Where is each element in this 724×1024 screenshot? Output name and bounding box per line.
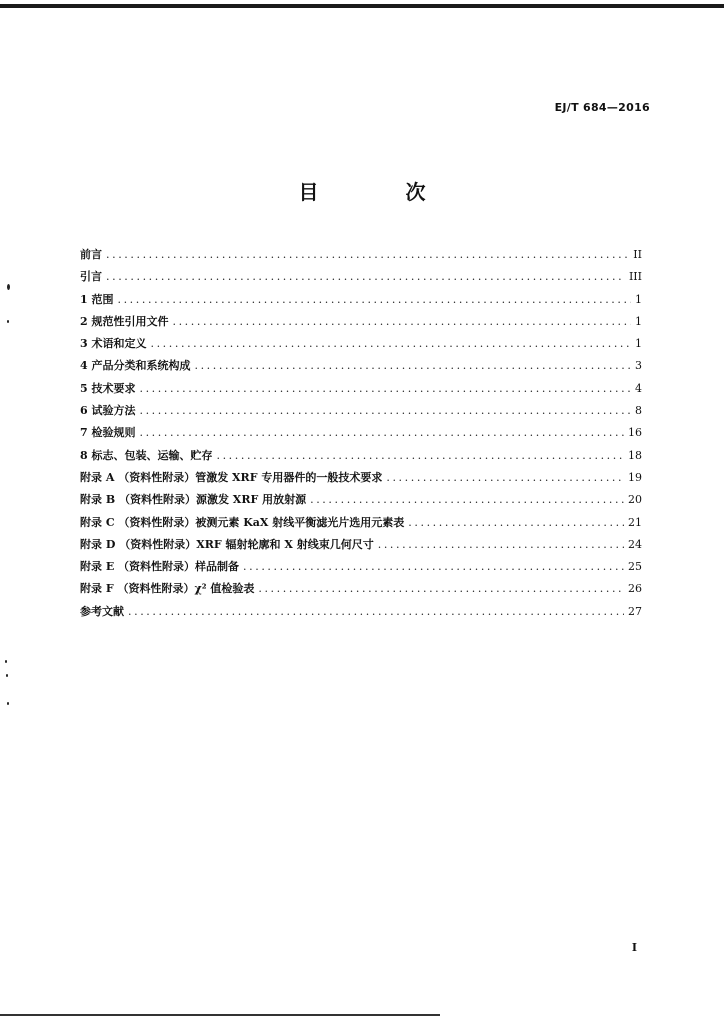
- toc-entry-page: 27: [628, 604, 642, 618]
- dot-leader: [172, 311, 631, 333]
- toc-entry-label: 附录 F （资料性附录）χ² 值检验表: [80, 582, 255, 596]
- toc-entry-page: 3: [635, 359, 642, 373]
- table-of-contents: [80, 244, 642, 623]
- toc-entry-page: 25: [628, 560, 642, 574]
- dot-leader: [310, 489, 624, 511]
- dot-leader: [386, 467, 624, 489]
- dot-leader: [139, 400, 631, 422]
- toc-entry-page: 4: [635, 381, 642, 395]
- toc-entry[interactable]: [80, 578, 642, 600]
- toc-entry-label: 附录 D （资料性附录）XRF 辐射轮廓和 X 射线束几何尺寸: [80, 537, 374, 551]
- toc-entry[interactable]: [80, 244, 642, 266]
- dot-leader: [139, 422, 624, 444]
- toc-entry[interactable]: [80, 556, 642, 578]
- toc-entry[interactable]: [80, 289, 642, 311]
- toc-entry-page: 20: [628, 493, 642, 507]
- toc-entry[interactable]: [80, 266, 642, 288]
- toc-entry-page: 8: [635, 404, 642, 418]
- toc-entry-label: 4 产品分类和系统构成: [80, 359, 191, 373]
- toc-entry-label: 7 检验规则: [80, 426, 136, 440]
- toc-entry-page: 19: [628, 470, 642, 484]
- toc-entry-label: 2 规范性引用文件: [80, 314, 169, 328]
- dot-leader: [243, 556, 624, 578]
- scan-speck: [5, 660, 7, 663]
- document-code: EJ/T 684—2016: [554, 101, 650, 114]
- dot-leader: [216, 445, 624, 467]
- dot-leader: [106, 244, 629, 266]
- toc-entry[interactable]: [80, 512, 642, 534]
- toc-entry-page: 26: [628, 582, 642, 596]
- scan-speck: [6, 674, 8, 677]
- dot-leader: [106, 266, 625, 288]
- toc-entry-label: 8 标志、包装、运输、贮存: [80, 448, 213, 462]
- bottom-rule: [0, 1014, 440, 1016]
- toc-entry-label: 5 技术要求: [80, 381, 136, 395]
- toc-entry-label: 6 试验方法: [80, 404, 136, 418]
- toc-entry-label: 参考文献: [80, 604, 124, 618]
- scan-speck: [7, 284, 10, 290]
- dot-leader: [150, 333, 631, 355]
- dot-leader: [378, 534, 624, 556]
- dot-leader: [194, 355, 631, 377]
- dot-leader: [139, 378, 631, 400]
- toc-entry-label: 附录 E （资料性附录）样品制备: [80, 560, 240, 574]
- toc-entry-label: 3 术语和定义: [80, 337, 147, 351]
- toc-entry-page: 1: [635, 292, 642, 306]
- toc-entry[interactable]: [80, 467, 642, 489]
- toc-entry[interactable]: [80, 445, 642, 467]
- toc-entry[interactable]: [80, 489, 642, 511]
- toc-entry-page: III: [628, 270, 642, 284]
- toc-entry[interactable]: [80, 311, 642, 333]
- toc-entry-page: 1: [635, 337, 642, 351]
- toc-entry-label: 1 范围: [80, 292, 114, 306]
- toc-entry[interactable]: [80, 333, 642, 355]
- page-number: I: [631, 941, 637, 954]
- dot-leader: [258, 578, 624, 600]
- toc-entry-label: 附录 B （资料性附录）源激发 XRF 用放射源: [80, 493, 307, 507]
- dot-leader: [408, 512, 624, 534]
- toc-entry[interactable]: [80, 378, 642, 400]
- toc-entry-page: 1: [635, 314, 642, 328]
- toc-entry-label: 引言: [80, 270, 102, 284]
- toc-entry-page: II: [633, 248, 642, 261]
- toc-entry[interactable]: [80, 422, 642, 444]
- toc-entry-label: 附录 A （资料性附录）管激发 XRF 专用器件的一般技术要求: [80, 470, 383, 484]
- top-rule: [0, 4, 724, 8]
- toc-entry-label: 前言: [80, 248, 102, 261]
- toc-entry-page: 24: [628, 537, 642, 551]
- toc-entry[interactable]: [80, 400, 642, 422]
- toc-entry-page: 18: [628, 448, 642, 462]
- dot-leader: [117, 289, 631, 311]
- toc-entry-page: 21: [628, 515, 642, 529]
- toc-entry-page: 16: [628, 426, 642, 440]
- scan-speck: [7, 702, 9, 705]
- toc-entry[interactable]: [80, 534, 642, 556]
- toc-entry[interactable]: [80, 355, 642, 377]
- scan-speck: [7, 320, 9, 323]
- toc-entry-label: 附录 C （资料性附录）被测元素 KaX 射线平衡滤光片选用元素表: [80, 515, 405, 529]
- toc-title: 目 次: [298, 180, 466, 204]
- toc-entry[interactable]: [80, 601, 642, 623]
- dot-leader: [128, 601, 624, 623]
